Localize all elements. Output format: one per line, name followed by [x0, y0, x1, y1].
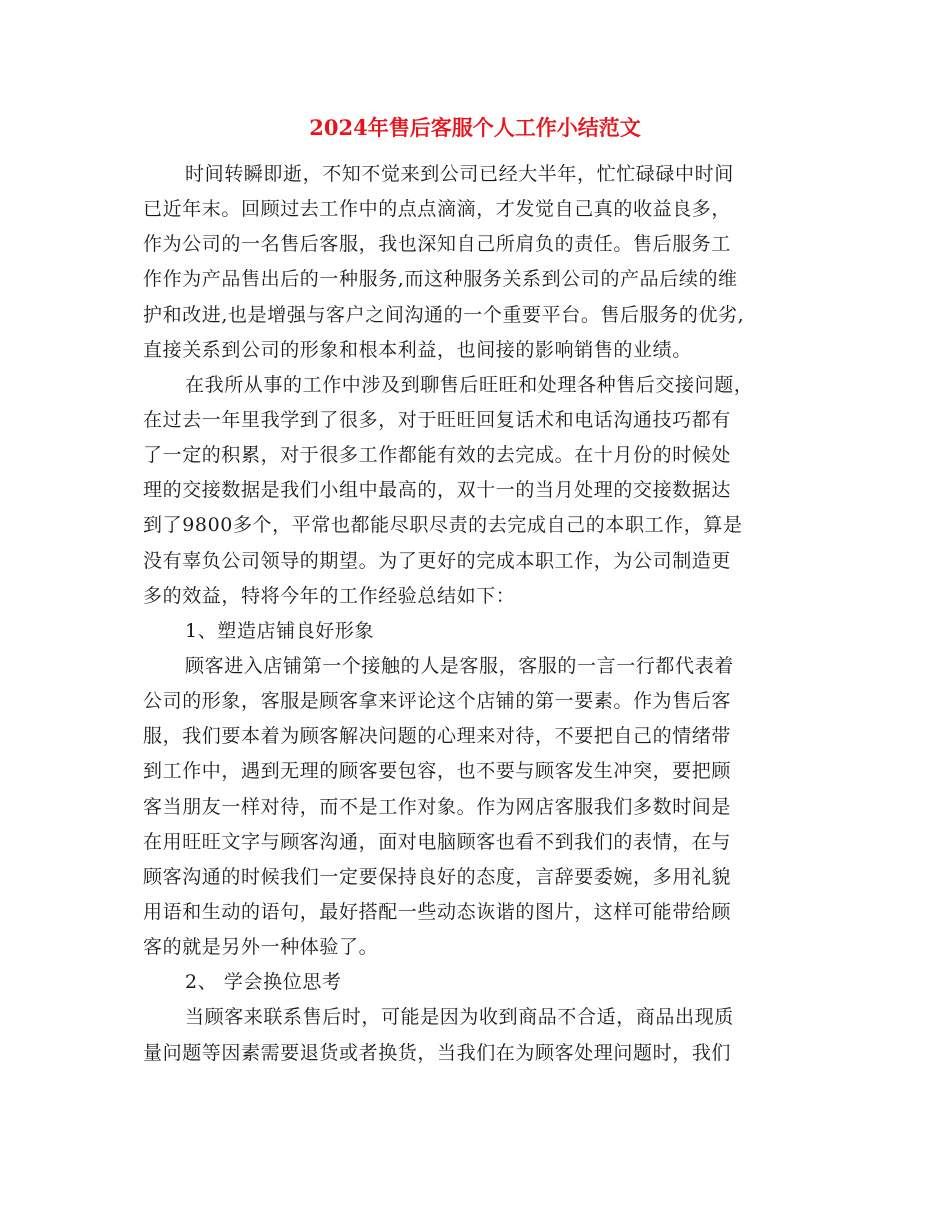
- body-line: 多的效益，特将今年的工作经验总结如下：: [143, 584, 516, 607]
- body-line: 2、 学会换位思考: [185, 971, 342, 994]
- body-line: 公司的形象，客服是顾客拿来评论这个店铺的第一要素。作为售后客: [143, 690, 732, 713]
- body-line: 在用旺旺文字与顾客沟通，面对电脑顾客也看不到我们的表情，在与: [143, 830, 732, 853]
- body-line: 用语和生动的语句，最好搭配一些动态诙谐的图片，这样可能带给顾: [143, 900, 732, 923]
- body-line: 客的就是另外一种体验了。: [143, 936, 379, 959]
- body-line: 理的交接数据是我们小组中最高的，双十一的当月处理的交接数据达: [143, 479, 732, 502]
- body-line: 在过去一年里我学到了很多，对于旺旺回复话术和电话沟通技巧都有: [143, 408, 732, 431]
- body-line: 到工作中，遇到无理的顾客要包容，也不要与顾客发生冲突，要把顾: [143, 760, 732, 783]
- body-line: 顾客沟通的时候我们一定要保持良好的态度，言辞要委婉，多用礼貌: [143, 865, 732, 888]
- body-line: 作为公司的一名售后客服，我也深知自己所肩负的责任。售后服务工: [143, 233, 732, 256]
- body-line: 到了9800多个，平常也都能尽职尽责的去完成自己的本职工作，算是: [143, 514, 743, 537]
- body-line: 时间转瞬即逝，不知不觉来到公司已经大半年，忙忙碌碌中时间: [185, 163, 734, 185]
- body-line: 在我所从事的工作中涉及到聊售后旺旺和处理各种售后交接问题，: [185, 373, 754, 396]
- body-line: 服，我们要本着为顾客解决问题的心理来对待，不要把自己的情绪带: [143, 725, 732, 748]
- document-body: [143, 157, 813, 1071]
- body-line: 客当朋友一样对待，而不是工作对象。作为网店客服我们多数时间是: [143, 795, 732, 818]
- body-line: 护和改进,也是增强与客户之间沟通的一个重要平台。售后服务的优劣,: [143, 303, 745, 326]
- body-line: 没有辜负公司领导的期望。为了更好的完成本职工作，为公司制造更: [143, 549, 732, 572]
- body-line: 当顾客来联系售后时，可能是因为收到商品不合适，商品出现质: [185, 1006, 734, 1029]
- body-line: 直接关系到公司的形象和根本利益，也间接的影响销售的业绩。: [143, 338, 692, 361]
- body-line: 了一定的积累，对于很多工作都能有效的去完成。在十月份的时候处: [143, 444, 732, 467]
- body-line: 1、塑造店铺良好形象: [185, 619, 375, 642]
- body-line: 量问题等因素需要退货或者换货，当我们在为顾客处理问题时，我们: [143, 1041, 732, 1064]
- body-line: 已近年末。回顾过去工作中的点点滴滴，才发觉自己真的收益良多，: [143, 198, 732, 221]
- document-title: 2024年售后客服个人工作小结范文: [309, 115, 641, 140]
- body-line: 顾客进入店铺第一个接触的人是客服，客服的一言一行都代表着: [185, 654, 734, 677]
- body-line: 作作为产品售出后的一种服务,而这种服务关系到公司的产品后续的维: [143, 268, 738, 291]
